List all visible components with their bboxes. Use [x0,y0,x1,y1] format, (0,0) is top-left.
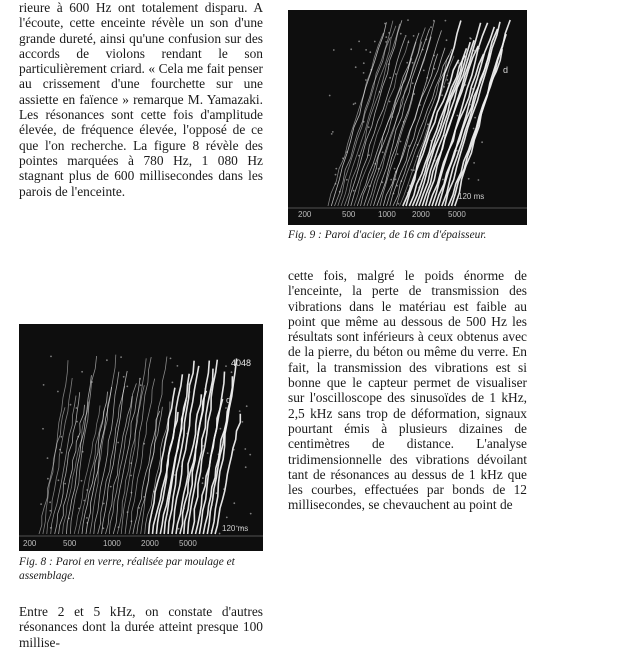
waterfall-speck [239,410,241,412]
waterfall-speck [433,20,435,22]
waterfall-speck [218,454,220,456]
waterfall-speck [143,443,145,445]
waterfall-speck [333,49,335,51]
waterfall-speck [47,457,49,459]
waterfall-speck [457,115,459,117]
waterfall-speck [407,192,409,194]
waterfall-speck [435,155,437,157]
waterfall-speck [103,527,105,529]
waterfall-speck [422,187,424,189]
figure-8-tick: 1000 [103,539,121,548]
figure-8-d-label: d [226,395,232,405]
waterfall-speck [140,384,142,386]
left-text-column [19,0,263,199]
waterfall-speck [460,90,462,92]
figure-9-tick: 1000 [378,210,396,219]
waterfall-speck [430,26,432,28]
waterfall-speck [81,480,83,482]
figure-8-tick: 5000 [179,539,197,548]
waterfall-speck [408,145,410,147]
waterfall-speck [86,517,88,519]
waterfall-speck [335,174,337,176]
waterfall-speck [440,123,442,125]
figure-9-tick: 500 [342,210,356,219]
waterfall-speck [189,391,191,393]
waterfall-speck [49,510,51,512]
waterfall-speck [434,160,436,162]
bottom-paragraph: Entre 2 et 5 kHz, on constate d'autres résonances dont la durée atteint presque 100 millise- [19,604,263,650]
waterfall-speck [469,104,471,106]
waterfall-speck [233,502,235,504]
waterfall-speck [126,386,128,388]
waterfall-speck [123,376,125,378]
waterfall-speck [70,404,72,406]
waterfall-speck [130,462,132,464]
waterfall-trace [59,405,85,534]
waterfall-speck [363,72,365,74]
figure-9-tick: 200 [298,210,312,219]
waterfall-speck [60,436,62,438]
waterfall-speck [131,520,133,522]
waterfall-speck [231,371,233,373]
waterfall-speck [412,82,414,84]
waterfall-speck [59,449,61,451]
waterfall-speck [226,517,228,519]
waterfall-speck [469,37,471,39]
waterfall-speck [223,488,225,490]
waterfall-speck [188,383,190,385]
waterfall-speck [190,469,192,471]
waterfall-speck [202,482,204,484]
waterfall-speck [459,80,461,82]
waterfall-speck [181,465,183,467]
figure-9-caption: Fig. 9 : Paroi d'acier, de 16 cm d'épaisseur. [288,229,487,241]
waterfall-speck [43,384,45,386]
waterfall-speck [335,168,337,170]
waterfall-speck [446,39,448,41]
waterfall-speck [170,358,172,360]
waterfall-speck [50,356,52,358]
figure-8-tick: 2000 [141,539,159,548]
waterfall-speck [369,185,371,187]
waterfall-speck [409,185,411,187]
waterfall-speck [103,503,105,505]
waterfall-speck [86,489,88,491]
waterfall-speck [434,68,436,70]
waterfall-speck [329,95,331,97]
right-text-column [288,268,527,513]
waterfall-speck [76,407,78,409]
waterfall-speck [368,126,370,128]
waterfall-speck [382,181,384,183]
waterfall-speck [378,168,380,170]
waterfall-speck [83,500,85,502]
waterfall-speck [368,154,370,156]
figure-9-tick: 2000 [412,210,430,219]
waterfall-speck [225,407,227,409]
waterfall-speck [339,191,341,193]
figure-9-graphic [288,10,528,225]
waterfall-speck [419,178,421,180]
waterfall-trace [422,46,478,206]
figure-9-d-label: d [503,65,509,75]
waterfall-speck [384,23,386,25]
waterfall-speck [365,49,367,51]
waterfall-speck [194,458,196,460]
waterfall-speck [151,512,153,514]
waterfall-speck [127,511,129,513]
waterfall-speck [40,503,42,505]
waterfall-speck [202,477,204,479]
waterfall-speck [443,86,445,88]
waterfall-speck [408,41,410,43]
waterfall-speck [166,513,168,515]
waterfall-trace [351,37,406,206]
waterfall-speck [442,179,444,181]
waterfall-speck [363,62,365,64]
waterfall-speck [446,75,448,77]
waterfall-speck [413,93,415,95]
waterfall-speck [441,94,443,96]
waterfall-trace [361,42,417,206]
waterfall-speck [131,492,133,494]
waterfall-speck [395,73,397,75]
waterfall-speck [42,428,44,430]
waterfall-trace [113,379,140,535]
waterfall-speck [204,388,206,390]
waterfall-speck [118,526,120,528]
figure-8-header: 4048 [231,358,252,368]
waterfall-speck [369,51,371,53]
waterfall-speck [353,103,355,105]
waterfall-speck [117,442,119,444]
waterfall-speck [143,496,145,498]
waterfall-speck [400,33,402,35]
waterfall-speck [396,185,398,187]
waterfall-trace [90,355,116,534]
waterfall-speck [389,101,391,103]
waterfall-speck [86,522,88,524]
waterfall-speck [363,121,365,123]
waterfall-speck [427,123,429,125]
waterfall-speck [422,49,424,51]
waterfall-speck [461,173,463,175]
waterfall-speck [61,452,63,454]
waterfall-speck [445,20,447,22]
waterfall-speck [216,492,218,494]
waterfall-speck [153,491,155,493]
waterfall-speck [350,48,352,50]
waterfall-speck [426,77,428,79]
waterfall-speck [365,79,367,81]
waterfall-speck [413,169,415,171]
waterfall-speck [346,179,348,181]
waterfall-speck [172,382,174,384]
figure-8-time-label: 120 ms [222,524,249,533]
waterfall-speck [472,88,474,90]
waterfall-speck [211,530,213,532]
waterfall-trace [176,394,201,534]
waterfall-speck [211,504,213,506]
waterfall-speck [225,365,227,367]
waterfall-speck [331,133,333,135]
waterfall-speck [139,378,141,380]
waterfall-speck [354,102,356,104]
waterfall-speck [407,19,409,21]
figure-9-waterfall-plot [288,10,528,225]
waterfall-speck [465,59,467,61]
waterfall-speck [444,135,446,137]
waterfall-speck [385,41,387,43]
waterfall-speck [219,533,221,535]
waterfall-speck [233,449,235,451]
waterfall-trace [374,29,430,207]
waterfall-speck [244,448,246,450]
figure-9-time-label: 120 ms [458,192,485,201]
waterfall-speck [394,168,396,170]
waterfall-speck [395,171,397,173]
waterfall-speck [448,83,450,85]
figure-8-waterfall-plot [19,324,263,551]
waterfall-speck [390,179,392,181]
waterfall-speck [481,141,483,143]
waterfall-speck [397,153,399,155]
waterfall-speck [335,183,337,185]
waterfall-speck [405,35,407,37]
waterfall-speck [358,155,360,157]
waterfall-speck [433,55,435,57]
waterfall-speck [456,150,458,152]
waterfall-speck [78,508,80,510]
waterfall-speck [474,117,476,119]
waterfall-speck [395,179,397,181]
waterfall-speck [473,50,475,52]
waterfall-speck [332,131,334,133]
waterfall-speck [419,104,421,106]
waterfall-speck [245,466,247,468]
waterfall-speck [400,180,402,182]
waterfall-speck [250,513,252,515]
waterfall-speck [478,48,480,50]
waterfall-speck [81,371,83,373]
waterfall-speck [138,507,140,509]
waterfall-speck [398,203,400,205]
waterfall-speck [388,32,390,34]
waterfall-trace [82,392,108,534]
waterfall-speck [393,193,395,195]
waterfall-speck [353,190,355,192]
waterfall-speck [413,35,415,37]
figure-8-caption: Fig. 8 : Paroi en verre, réalisée par moulage et assemblage. [19,556,235,582]
page-edge-crop [527,0,631,657]
waterfall-speck [47,478,49,480]
waterfall-trace [98,386,125,534]
waterfall-speck [423,70,425,72]
waterfall-speck [186,433,188,435]
waterfall-speck [473,128,475,130]
figure-8-tick: 200 [23,539,37,548]
waterfall-speck [50,527,52,529]
waterfall-speck [76,421,78,423]
waterfall-speck [379,91,381,93]
waterfall-speck [110,486,112,488]
waterfall-speck [370,69,372,71]
waterfall-speck [385,36,387,38]
waterfall-speck [374,163,376,165]
waterfall-speck [418,187,420,189]
waterfall-speck [430,140,432,142]
waterfall-speck [382,151,384,153]
waterfall-speck [403,121,405,123]
waterfall-trace [39,407,65,534]
figure-9-tick: 5000 [448,210,466,219]
waterfall-speck [411,169,413,171]
figure-8-graphic [19,324,263,551]
waterfall-speck [49,501,51,503]
waterfall-speck [130,475,132,477]
waterfall-speck [389,77,391,79]
waterfall-speck [174,474,176,476]
waterfall-speck [91,381,93,383]
waterfall-speck [183,508,185,510]
left-paragraph: rieure à 600 Hz ont totalement disparu. A l'écoute, cette enceinte révèle un son d'une grande dureté, ainsi qu'une confusion sur des accords de violons rendant le son particulièrement criard. « Cela me fait penser au crissement d'une fourchette sur une assiette en faïence » remarque M. Yamazaki. Les résonances sont cette fois d'amplitude élevée, de fréquence élevée, l'opposé de ce que l'on recherche. La figure 8 révèle des pointes marquées à 780 Hz, 1 080 Hz stagnant plus de 600 millisecondes dans les parois de l'enceinte. [19,0,263,199]
waterfall-speck [425,145,427,147]
waterfall-speck [400,141,402,143]
waterfall-speck [346,151,348,153]
waterfall-speck [458,62,460,64]
waterfall-speck [435,107,437,109]
waterfall-speck [425,39,427,41]
waterfall-speck [249,454,251,456]
waterfall-speck [82,451,84,453]
waterfall-speck [106,359,108,361]
waterfall-speck [473,162,475,164]
waterfall-speck [446,79,448,81]
waterfall-speck [120,356,122,358]
figure-8-tick: 500 [63,539,77,548]
waterfall-speck [342,157,344,159]
waterfall-trace [164,374,189,534]
waterfall-speck [242,421,244,423]
waterfall-speck [374,41,376,43]
waterfall-speck [246,405,248,407]
waterfall-speck [58,479,60,481]
waterfall-speck [358,41,360,43]
waterfall-speck [478,179,480,181]
waterfall-speck [468,178,470,180]
waterfall-speck [391,116,393,118]
waterfall-speck [412,62,414,64]
waterfall-speck [355,66,357,68]
waterfall-speck [417,144,419,146]
waterfall-speck [220,428,222,430]
waterfall-speck [64,483,66,485]
waterfall-speck [77,436,79,438]
waterfall-speck [202,445,204,447]
waterfall-speck [177,365,179,367]
waterfall-trace [106,396,133,534]
right-paragraph: cette fois, malgré le poids énorme de l'enceinte, la perte de transmission des vibrations dans le matériau est faible au point que même au dessous de 500 Hz les résultats sont inférieurs à ceux obtenus avec de la pierre, du béton ou même du verre. En fait, la transmission des vibrations est si bonne que le capteur permet de visualiser sur l'oscilloscope des sinusoïdes de 1 kHz, 2,5 kHz sans trop de déformation, signaux pourtant émis à plusieurs dizaines de centimètres de distance. L'analyse tridimensionnelle des vibrations dévoilant tant de résonances au dessus de 1 kHz que les courbes, effectuées par bonds de 12 millisecondes, se chevauchent au point de [288,268,527,513]
waterfall-speck [207,452,209,454]
waterfall-speck [178,528,180,530]
waterfall-speck [406,62,408,64]
waterfall-speck [57,391,59,393]
waterfall-speck [417,156,419,158]
waterfall-speck [463,85,465,87]
waterfall-speck [388,63,390,65]
waterfall-speck [68,518,70,520]
